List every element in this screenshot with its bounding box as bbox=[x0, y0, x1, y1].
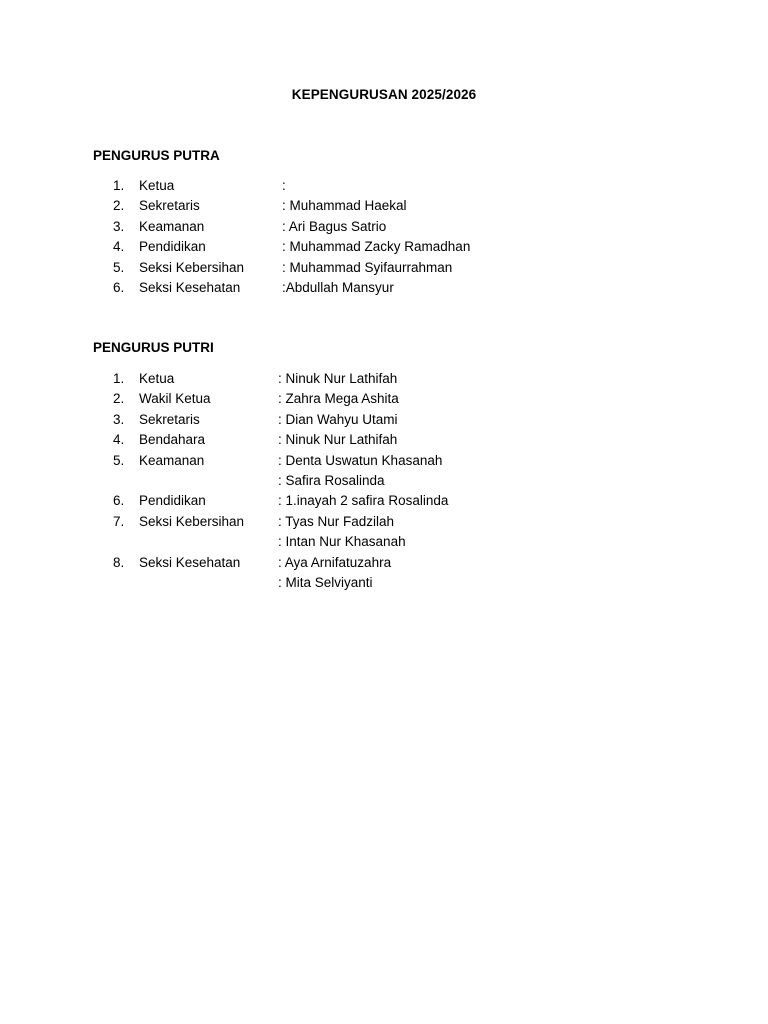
list-item-role: Sekretaris bbox=[139, 198, 200, 214]
list-item-number: 3. bbox=[113, 411, 125, 427]
putri-list bbox=[0, 369, 768, 593]
putri-list-item bbox=[0, 573, 768, 593]
list-item-value: : Dian Wahyu Utami bbox=[278, 411, 398, 427]
list-item-number: 5. bbox=[113, 259, 125, 275]
putri-list-item bbox=[0, 491, 768, 511]
putri-list-item bbox=[0, 512, 768, 532]
list-item-role: Pendidikan bbox=[139, 493, 206, 509]
list-item-value: : Ari Bagus Satrio bbox=[282, 218, 387, 234]
putra-list-item bbox=[0, 237, 768, 257]
list-item-number: 4. bbox=[113, 432, 125, 448]
list-item-number: 4. bbox=[113, 239, 125, 255]
putri-list-item bbox=[0, 369, 768, 389]
putra-list-item bbox=[0, 258, 768, 278]
list-item-value: : Safira Rosalinda bbox=[278, 472, 385, 488]
putra-list-item bbox=[0, 217, 768, 237]
list-item-role: Pendidikan bbox=[139, 239, 206, 255]
list-item-role: Sekretaris bbox=[139, 411, 200, 427]
list-item-value: : 1.inayah 2 safira Rosalinda bbox=[278, 493, 449, 509]
list-item-number: 8. bbox=[113, 554, 125, 570]
document-title: KEPENGURUSAN 2025/2026 bbox=[291, 87, 477, 102]
list-item-number: 1. bbox=[113, 371, 125, 386]
putri-list-item bbox=[0, 532, 768, 552]
list-item-value: : Ninuk Nur Lathifah bbox=[278, 371, 398, 386]
list-item-value: : Ninuk Nur Lathifah bbox=[278, 432, 398, 448]
list-item-role: Seksi Kebersihan bbox=[139, 259, 245, 275]
list-item-value: : bbox=[282, 178, 286, 193]
putri-list-item bbox=[0, 389, 768, 409]
list-item-role: Ketua bbox=[139, 178, 175, 193]
list-item-number: 5. bbox=[113, 452, 125, 468]
list-item-number: 7. bbox=[113, 513, 125, 529]
putri-list-item bbox=[0, 451, 768, 471]
list-item-role: Keamanan bbox=[139, 218, 205, 234]
list-item-number: 6. bbox=[113, 493, 125, 509]
list-item-value: : Muhammad Syifaurrahman bbox=[282, 259, 453, 275]
list-item-value: : Intan Nur Khasanah bbox=[278, 534, 406, 550]
list-item-value: : Muhammad Haekal bbox=[282, 198, 407, 214]
list-item-value: : Denta Uswatun Khasanah bbox=[278, 452, 443, 468]
list-item-number: 2. bbox=[113, 198, 125, 214]
putra-list bbox=[0, 176, 768, 298]
list-item-role: Keamanan bbox=[139, 452, 205, 468]
section-heading-putri: PENGURUS PUTRI bbox=[93, 340, 214, 355]
putri-list-item bbox=[0, 471, 768, 491]
list-item-role: Wakil Ketua bbox=[139, 391, 211, 407]
list-item-number: 3. bbox=[113, 218, 125, 234]
putri-list-item bbox=[0, 430, 768, 450]
section-heading-putra: PENGURUS PUTRA bbox=[93, 148, 220, 163]
list-item-number: 2. bbox=[113, 391, 125, 407]
list-item-number: 1. bbox=[113, 178, 125, 193]
putra-list-item bbox=[0, 176, 768, 196]
list-item-value: : Mita Selviyanti bbox=[278, 574, 373, 590]
list-item-role: Bendahara bbox=[139, 432, 206, 448]
list-item-value: :Abdullah Mansyur bbox=[282, 279, 394, 295]
list-item-number: 6. bbox=[113, 279, 125, 295]
putri-list-item bbox=[0, 553, 768, 573]
list-item-value: : Zahra Mega Ashita bbox=[278, 391, 399, 407]
list-item-role: Seksi Kesehatan bbox=[139, 279, 241, 295]
putri-list-item bbox=[0, 410, 768, 430]
list-item-value: : Tyas Nur Fadzilah bbox=[278, 513, 395, 529]
putra-list-item bbox=[0, 278, 768, 298]
putra-list-item bbox=[0, 196, 768, 216]
list-item-role: Seksi Kebersihan bbox=[139, 513, 245, 529]
list-item-role: Ketua bbox=[139, 371, 175, 386]
list-item-value: : Muhammad Zacky Ramadhan bbox=[282, 239, 471, 255]
list-item-role: Seksi Kesehatan bbox=[139, 554, 241, 570]
list-item-value: : Aya Arnifatuzahra bbox=[278, 554, 392, 570]
